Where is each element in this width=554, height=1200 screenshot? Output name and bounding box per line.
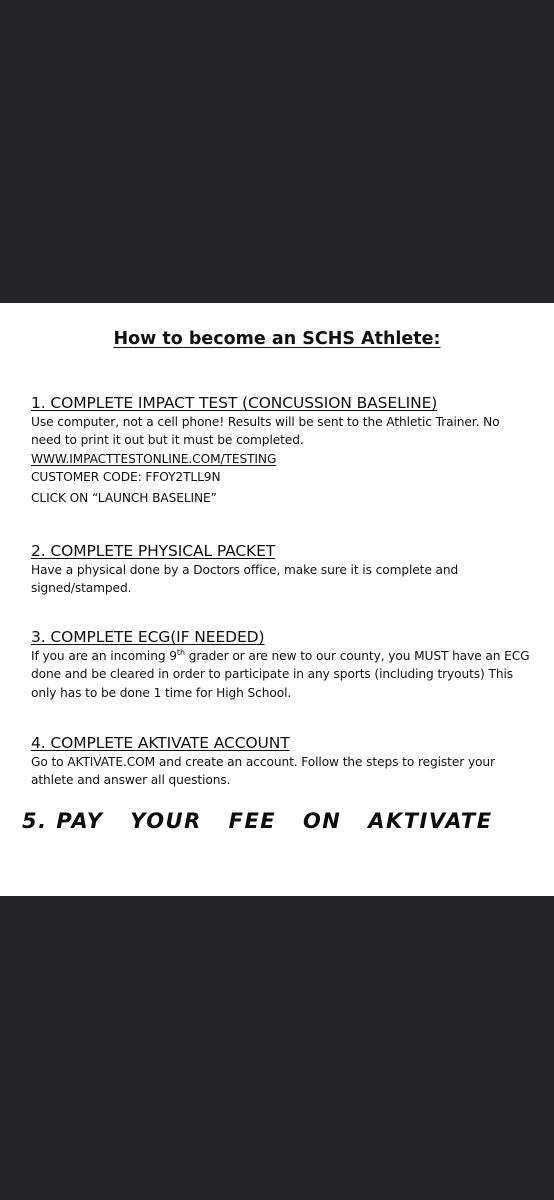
note-word: ON — [302, 809, 342, 833]
body-line: only has to be done 1 time for High School. — [31, 685, 292, 700]
note-word: YOUR — [130, 809, 202, 833]
note-word: FEE — [228, 809, 277, 833]
handwritten-pay-fee-note — [22, 809, 511, 833]
section-physical-packet — [31, 541, 531, 598]
section-body — [31, 413, 531, 507]
section-heading: 2. COMPLETE PHYSICAL PACKET — [31, 542, 276, 560]
section-heading: 3. COMPLETE ECG(IF NEEDED) — [31, 628, 265, 646]
impact-test-url[interactable]: WWW.IMPACTTESTONLINE.COM/TESTING — [31, 451, 277, 466]
section-heading: 4. COMPLETE AKTIVATE ACCOUNT — [31, 734, 290, 752]
section-heading: 1. COMPLETE IMPACT TEST (CONCUSSION BASELINE) — [31, 394, 438, 412]
body-line: Go to AKTIVATE.COM and create an account. Follow the steps to register your — [31, 755, 495, 769]
body-line: athlete and answer all questions. — [31, 773, 231, 788]
section-ecg — [31, 627, 531, 702]
top-dark-margin — [0, 0, 554, 303]
bottom-dark-margin — [0, 896, 554, 1200]
note-word: 5. PAY — [22, 809, 104, 833]
body-line: Have a physical done by a Doctors office, make sure it is complete and — [31, 563, 459, 577]
section-body — [31, 753, 531, 790]
section-body — [31, 561, 531, 598]
body-text-part: grader or are new to our county, you MUST have an ECG — [184, 649, 530, 663]
body-text-part: If you are an incoming 9 — [31, 649, 177, 663]
body-line: need to print it out but it must be completed. — [31, 433, 304, 448]
note-word: AKTIVATE — [368, 809, 493, 833]
body-line: signed/stamped. — [31, 581, 132, 596]
customer-code: CUSTOMER CODE: FFOY2TLL9N — [31, 469, 221, 484]
section-aktivate-account — [31, 733, 531, 790]
launch-instruction: CLICK ON “LAUNCH BASELINE” — [31, 491, 217, 506]
body-line: done and be cleared in order to participate in any sports (including tryouts) This — [31, 667, 513, 682]
ordinal-suffix: th — [176, 647, 185, 657]
section-body — [31, 647, 531, 702]
body-line — [31, 647, 531, 665]
section-impact-test — [31, 393, 531, 507]
document-page — [0, 303, 554, 896]
document-title: How to become an SCHS Athlete: — [113, 329, 441, 349]
body-line: Use computer, not a cell phone! Results will be sent to the Athletic Trainer. No — [31, 415, 500, 429]
